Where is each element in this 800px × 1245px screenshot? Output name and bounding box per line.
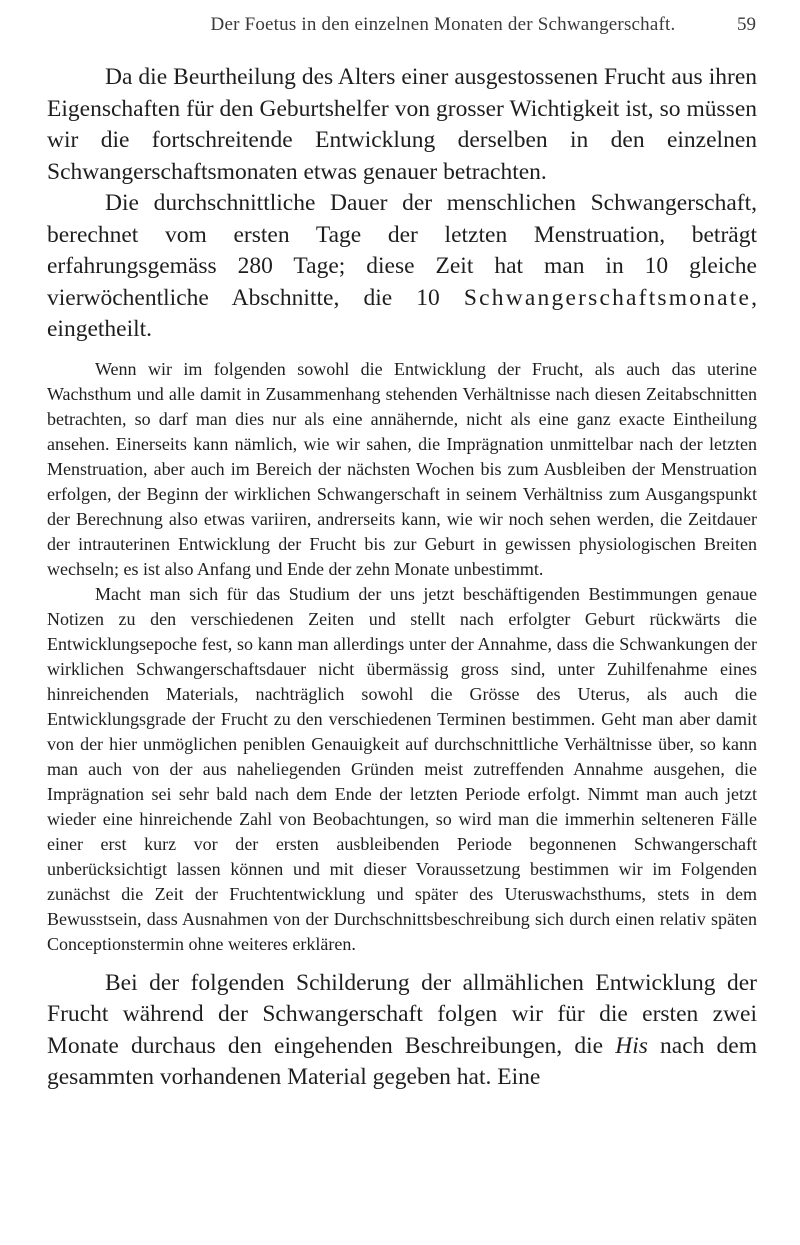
running-title: Der Foetus in den einzelnen Monaten der Schwangerschaft. [210, 14, 676, 35]
paragraph-method: Macht man sich für das Studium der uns jetzt beschäftigenden Bestimmungen genaue Notizen zu den verschiedenen Zeiten und stellt nach erfolgter Geburt rückwärts die Entwicklungsepoche fest, so kann man allerdings unter der Annahme, dass die Schwankungen der wirklichen Schwangerschaftsdauer nicht übermässig gross sind, unter Zuhilfenahme eines hinreichenden Materials, nachträglich sowohl die Grösse des Uterus, als auch die Entwicklungsgrade der Frucht zu den verschiedenen Terminen bestimmen. Geht man aber damit von der hier unmöglichen peniblen Genauigkeit auf durchschnittliche Verhältnisse über, so kann man auch von der aus naheliegenden Gründen meist zutreffenden Annahme ausgehen, die Imprägnation sei sehr bald nach dem Ende der letzten Periode erfolgt. Nimmt man auch jetzt wieder eine hinreichende Zahl von Beobachtungen, so wird man die immerhin selteneren Fälle einer erst kurz vor der ersten ausbleibenden Periode begonnenen Schwangerschaft unberücksichtigt lassen können und mit dieser Voraussetzung bestimmen wir im Folgenden zunächst die Zeit der Fruchtentwicklung und später des Uteruswachsthums, stets in dem Bewusstsein, dass Ausnahmen von der Durchschnittsbeschreibung sich durch einen relativ späten Conceptionstermin ohne weiteres erklären. [47, 583, 757, 954]
paragraph-text: Die durchschnittliche Dauer der menschlichen Schwangerschaft, berechnet vom ersten Tage der letzten Menstruation, beträgt erfahrungsgemäss 280 Tage; diese Zeit hat man in 10 gleiche vierwöchentliche Abschnitte, die 10 [47, 190, 757, 311]
paragraph-text: Bei der folgenden Schilderung der allmählichen Entwicklung der Frucht während der Schwangerschaft folgen wir für die ersten zwei Monate durchaus den eingehenden Beschreibungen, die [47, 969, 757, 1059]
paragraph-intro: Da die Beurtheilung des Alters einer ausgestossenen Frucht aus ihren Eigenschaften für den Geburtshelfer von grosser Wichtigkeit ist, so müssen wir die fortschreitende Entwicklung derselben in den einzelnen Schwangerschaftsmonaten etwas genauer betrachten. [47, 64, 757, 185]
running-head [130, 14, 756, 40]
spaced-term: Schwangerschaftsmonate [463, 284, 752, 311]
paragraph-description [47, 968, 757, 1094]
paragraph-text: nach dem gesammten vorhandenen Material gegeben hat. Eine [47, 1032, 758, 1090]
paragraph-approximation: Wenn wir im folgenden sowohl die Entwicklung der Frucht, als auch das uterine Wachsthum und alle damit in Zusammenhang stehenden Verhältnisse nach diesen Zeitabschnitten betrachten, so darf man dies nur als eine annähernde, nicht als eine ganz exacte Eintheilung ansehen. Einerseits kann nämlich, wie wir sahen, die Imprägnation unmittelbar nach der letzten Menstruation, aber auch im Bereich der nächsten Wochen bis zum Ausbleiben der Menstruation erfolgen, der Beginn der wirklichen Schwangerschaft in seinem Verhältniss zum Ausgangspunkt der Berechnung also etwas variiren, andrerseits kann, wie wir noch sehen werden, die Zeitdauer der intrauterinen Entwicklung der Frucht bis zur Geburt in gewissen physiologischen Breiten wechseln; es ist also Anfang und Ende der zehn Monate unbestimmt. [47, 358, 757, 579]
paragraph-text: , eingetheilt. [47, 284, 758, 342]
paragraph-pregnancy-duration [47, 188, 757, 346]
body-text [47, 62, 757, 1094]
page-number: 59 [737, 14, 756, 35]
italic-name: His [615, 1032, 648, 1059]
